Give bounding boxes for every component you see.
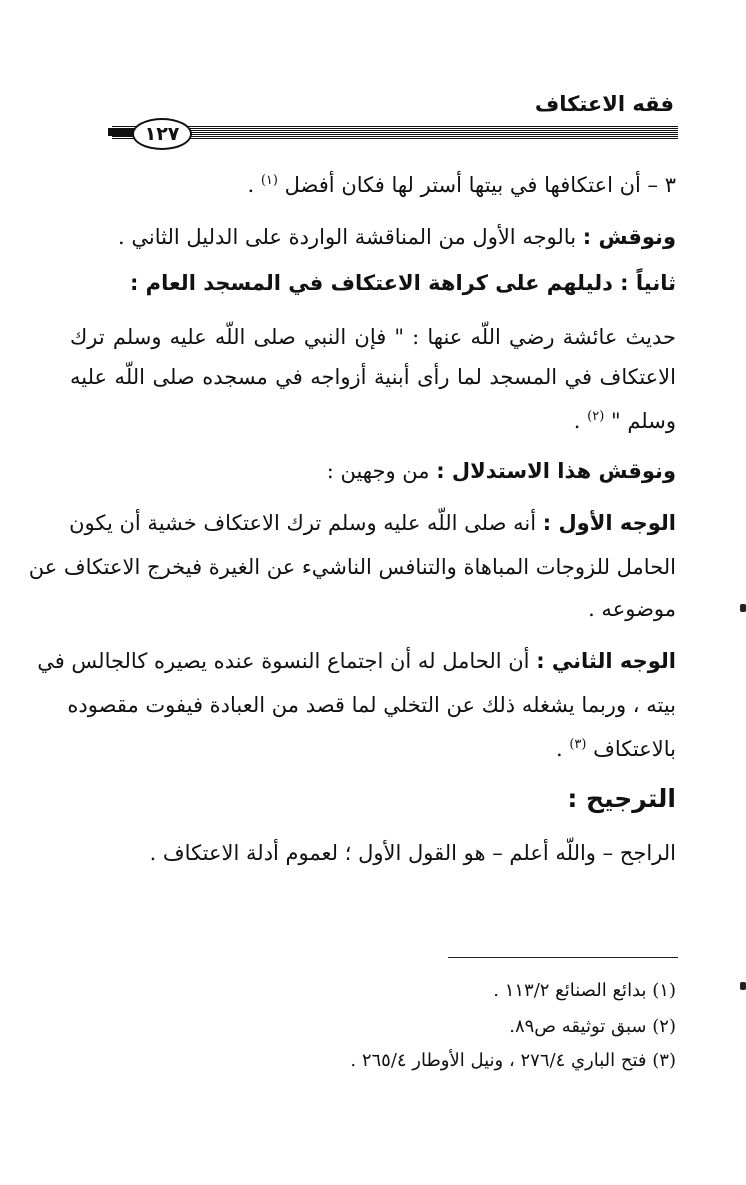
footnote-ref: (١) — [260, 173, 278, 188]
footnote-number: (١) — [652, 980, 676, 1001]
text-line — [556, 730, 676, 764]
text-line: الراجح – واللّه أعلم – هو القول الأول ؛ لعموم أدلة الاعتكاف . — [149, 841, 676, 865]
scan-mark — [740, 604, 746, 612]
footnote — [493, 976, 676, 1006]
footnote-ref: (٢) — [587, 409, 605, 424]
line-text: أنه صلى اللّه عليه وسلم ترك الاعتكاف خشية أن يكون — [69, 511, 537, 535]
header-rule-end — [108, 128, 134, 136]
header-rule — [112, 126, 678, 140]
line-text: من وجهين : — [326, 459, 430, 483]
footnote — [509, 1012, 676, 1042]
line-text: أن الحامل له أن اجتماع النسوة عنده يصيره كالجالس في — [37, 649, 530, 673]
line-text: بالاعتكاف — [593, 737, 676, 761]
text-line — [574, 402, 676, 436]
text-line: بيته ، وربما يشغله ذلك عن التخلي لما قصد من العبادة فيفوت مقصوده — [67, 693, 676, 717]
line-end: . — [573, 409, 581, 433]
line-text: بالوجه الأول من المناقشة الواردة على الدليل الثاني . — [118, 225, 577, 249]
line-text: وسلم " — [611, 409, 676, 433]
footnote — [350, 1046, 676, 1076]
text-line: الحامل للزوجات المباهاة والتنافس الناشيء عن الغيرة فيخرج الاعتكاف عن — [28, 555, 676, 579]
footnote-separator — [448, 957, 678, 958]
lead-phrase: الوجه الأول : — [542, 511, 676, 535]
line-text: ٣ – أن اعتكافها في بيتها أستر لها فكان أفضل — [284, 173, 676, 197]
footnote-text: بدائع الصنائع ١١٣/٢ . — [493, 980, 647, 1001]
text-line: موضوعه . — [588, 597, 676, 621]
text-line — [327, 456, 676, 486]
text-line: الاعتكاف في المسجد لما رأى أبنية أزواجه في مسجده صلى اللّه عليه — [70, 365, 676, 389]
text-line — [70, 508, 676, 538]
footnote-number: (٢) — [652, 1016, 676, 1037]
running-title: فقه الاعتكاف — [534, 92, 674, 116]
section-heading: الترجيح : — [567, 784, 676, 813]
line-end: . — [247, 173, 255, 197]
text-line — [37, 646, 676, 676]
footnote-text: سبق توثيقه ص٨٩. — [509, 1016, 647, 1037]
footnote-number: (٣) — [652, 1050, 676, 1071]
text-line — [247, 166, 676, 200]
section-heading: ثانياً : دليلهم على كراهة الاعتكاف في المسجد العام : — [129, 271, 676, 295]
lead-phrase: ونوقش : — [582, 225, 676, 249]
footnote-ref: (٣) — [569, 737, 587, 752]
text-line — [118, 222, 676, 252]
lead-phrase: الوجه الثاني : — [536, 649, 676, 673]
lead-phrase: ونوقش هذا الاستدلال : — [436, 459, 676, 483]
text-line: حديث عائشة رضي اللّه عنها : " فإن النبي صلى اللّه عليه وسلم ترك — [70, 325, 676, 349]
scan-mark — [740, 982, 746, 990]
line-end: . — [555, 737, 563, 761]
page-number: ١٢٧ — [132, 118, 192, 150]
footnote-text: فتح الباري ٢٧٦/٤ ، ونيل الأوطار ٢٦٥/٤ . — [350, 1050, 647, 1071]
